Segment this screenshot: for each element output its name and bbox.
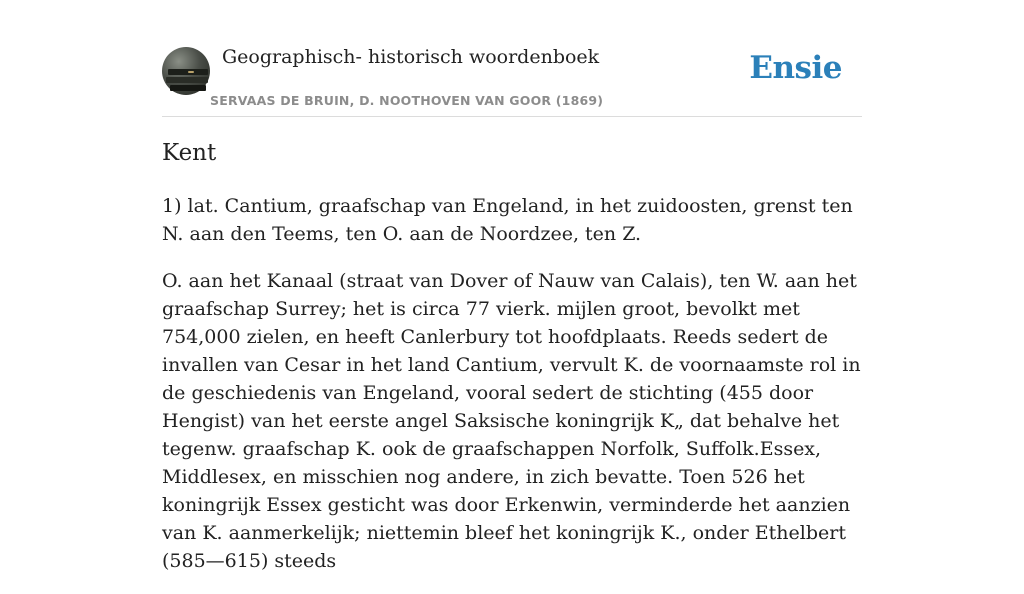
page-header: [162, 40, 862, 117]
entry-paragraph: O. aan het Kanaal (straat van Dover of Nauw van Calais), ten W. aan het graafschap Surrey; het is circa 77 vierk. mijlen groot, bevolkt met 754,000 zielen, en heeft Canlerbury tot hoofdplaats. Reeds sedert de invallen van Cesar in het land Cantium, vervult K. de voornaamste rol in de geschiedenis van Engeland, vooral sedert de stichting (455 door Hengist) van het eerste angel Saksische koningrijk K„ dat behalve het tegenw. graafschap K. ook de graafschappen Norfolk, Suffolk.Essex, Middlesex, en misschien nog andere, in zich bevatte. Toen 526 het koningrijk Essex gesticht was door Erkenwin, verminderde het aanzien van K. aanmerkelijk; niettemin bleef het koningrijk K., onder Ethelbert (585—615) steeds: [162, 270, 861, 572]
book-authors-year: SERVAAS DE BRUIN, D. NOOTHOVEN VAN GOOR (1869): [210, 93, 604, 108]
book-gilt-icon: [188, 71, 194, 73]
entry-title: Kent: [162, 140, 217, 166]
book-cover-avatar[interactable]: [162, 47, 210, 95]
book-spine-icon: [166, 77, 208, 83]
book-spine-icon: [170, 85, 206, 91]
book-title[interactable]: Geographisch- historisch woordenboek: [222, 46, 600, 68]
entry-paragraph: 1) lat. Cantium, graafschap van Engeland, in het zuidoosten, grenst ten N. aan den Teems, ten O. aan de Noordzee, ten Z.: [162, 195, 853, 245]
ensie-logo[interactable]: Ensie: [749, 50, 842, 86]
entry-body: [162, 192, 867, 594]
